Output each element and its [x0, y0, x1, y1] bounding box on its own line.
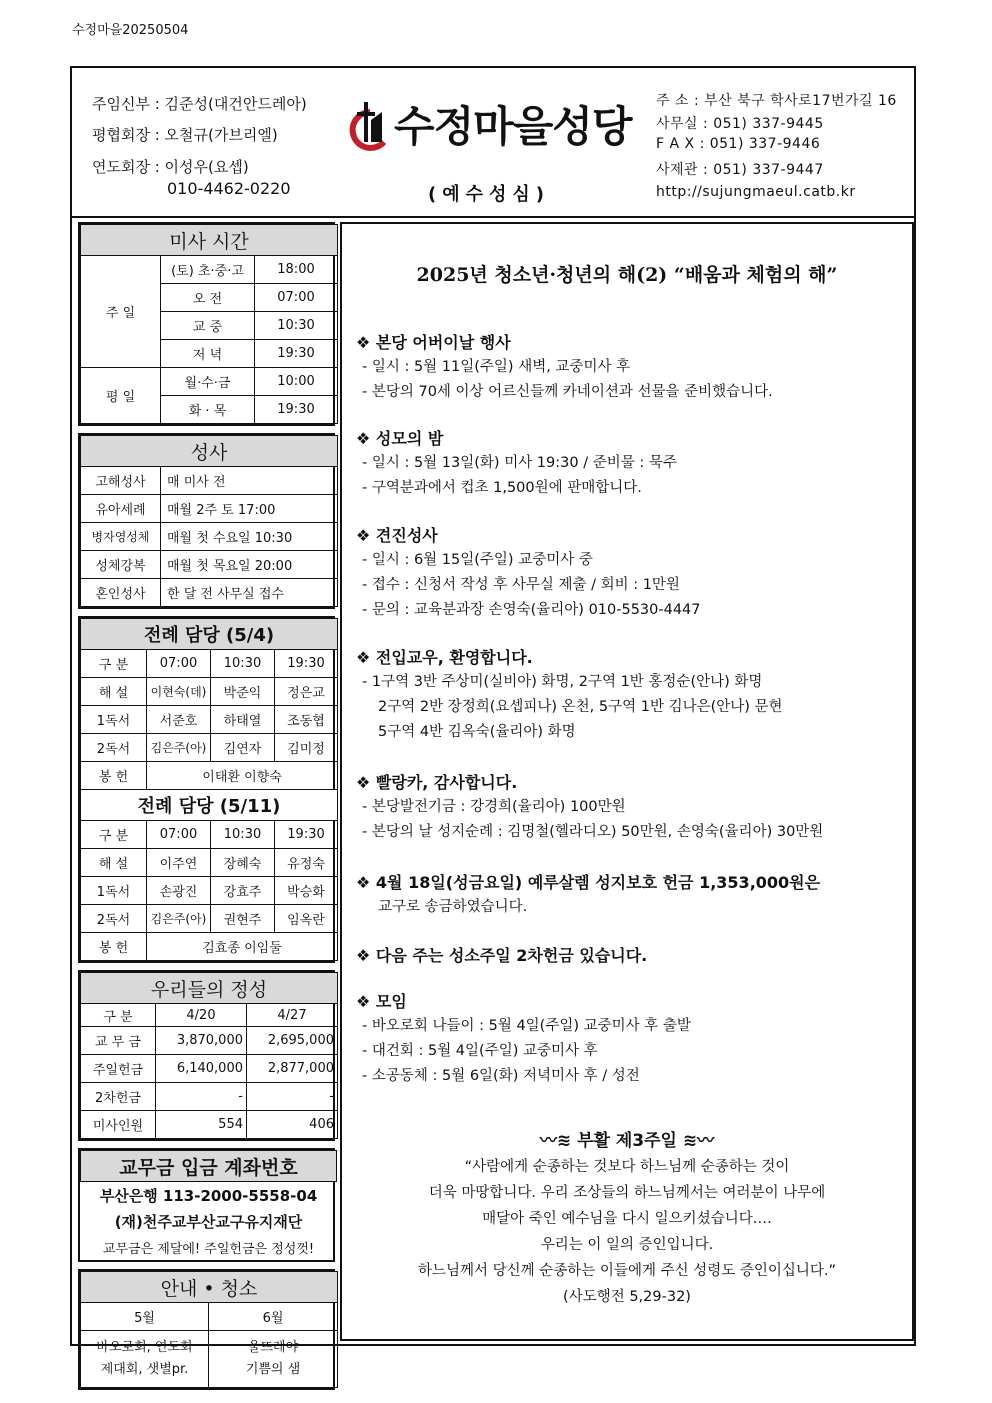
liturgy-cell: 정은교	[275, 678, 338, 706]
liturgy-cell: 2독서	[81, 734, 147, 762]
mass-time: 19:30	[255, 396, 338, 424]
liturgy1-title: 전례 담당 (5/4)	[81, 619, 338, 650]
liturgy-offering: 이태환 이향숙	[147, 762, 338, 790]
offering-head: 4/20	[156, 1004, 247, 1027]
mass-time: 18:00	[255, 256, 338, 284]
offering-value: 406	[247, 1111, 338, 1139]
cleaning-may: 바오로회, 연도회	[96, 1340, 193, 1355]
offering-label: 교 무 금	[81, 1027, 156, 1055]
liturgy-cell: 봉 헌	[81, 762, 147, 790]
liturgy-cell: 조동협	[275, 706, 338, 734]
fax: F A X : 051) 337-9446	[656, 136, 821, 152]
sacraments-table	[78, 433, 335, 609]
motto: (예수성심)	[428, 184, 551, 205]
notice-line: - 1구역 3반 주상미(실비아) 화명, 2구역 1반 홍정순(안나) 화명	[362, 674, 763, 690]
offering-label: 2차헌금	[81, 1083, 156, 1111]
offering-head: 4/27	[247, 1004, 338, 1027]
youth-president: 연도회장 : 이성우(요셉)	[92, 158, 249, 176]
offering-value: 2,877,000	[247, 1055, 338, 1083]
notice-line: 2구역 2반 장정희(요셉피나) 온천, 5구역 1반 김나은(안나) 문현	[378, 699, 783, 715]
liturgy-cell: 1독서	[81, 877, 147, 905]
cleaning-head: 5월	[81, 1303, 209, 1331]
ornament-right-icon: ≋〰	[682, 1131, 715, 1151]
notice-heading: ❖ 4월 18일(성금요일) 예루살렘 성지보호 헌금 1,353,000원은	[356, 873, 821, 892]
offerings-table	[78, 970, 335, 1141]
liturgy-cell: 김은주(아)	[147, 905, 211, 933]
notice-heading: ❖ 견진성사	[356, 526, 438, 545]
liturgy-cell: 손광진	[147, 877, 211, 905]
sacrament-info: 한 달 전 사무실 접수	[161, 579, 338, 607]
liturgy-cell: 박준익	[211, 678, 275, 706]
sacrament-info: 매월 2주 토 17:00	[161, 495, 338, 523]
cleaning-title: 안내 • 청소	[81, 1272, 338, 1303]
bulletin-frame	[70, 66, 916, 1377]
liturgy-cell: 임옥란	[275, 905, 338, 933]
notice-section	[356, 989, 691, 1089]
offering-label: 주일헌금	[81, 1055, 156, 1083]
liturgy-cell: 이현숙(데)	[147, 678, 211, 706]
liturgy-cell: 이주연	[147, 849, 211, 877]
header	[72, 68, 914, 218]
notice-line: - 본당발전기금 : 강경희(율리아) 100만원	[362, 799, 626, 815]
sacraments-title: 성사	[81, 436, 338, 467]
main-title: 2025년 청소년·청년의 해(2) “배움과 체험의 해”	[416, 264, 838, 286]
notice-section	[356, 870, 820, 920]
notice-line: - 바오로회 나들이 : 5월 4일(주일) 교중미사 후 출발	[362, 1018, 691, 1034]
offering-label: 미사인원	[81, 1111, 156, 1139]
gospel-line: 하느님께서 당신께 순종하는 이들에게 주신 성령도 증인이십니다.”	[418, 1263, 836, 1279]
left-column	[78, 222, 335, 1397]
liturgy-cell: 권현주	[211, 905, 275, 933]
notice-line: - 문의 : 교육분과장 손영숙(율리아) 010-5530-4447	[362, 602, 701, 618]
office-phone: 사무실 : 051) 337-9445	[656, 116, 824, 132]
gospel-line: 매달아 죽인 예수님을 다시 일으키셨습니다.…	[482, 1211, 772, 1227]
offering-value: -	[247, 1083, 338, 1111]
cleaning-june: 울뜨레야	[247, 1340, 299, 1355]
main-content	[340, 222, 914, 1341]
offering-value: 6,140,000	[156, 1055, 247, 1083]
cleaning-may: 제대회, 샛별pr.	[100, 1362, 189, 1377]
mass-time: 10:00	[255, 368, 338, 396]
notice-heading: ❖ 모임	[356, 992, 407, 1011]
mass-label: 교 중	[161, 312, 255, 340]
liturgy-head: 10:30	[211, 821, 275, 849]
notice-section	[356, 645, 783, 745]
notice-heading: ❖ 전입교우, 환영합니다.	[356, 648, 533, 667]
offering-value: 2,695,000	[247, 1027, 338, 1055]
offering-value: 554	[156, 1111, 247, 1139]
council-president: 평협회장 : 오철규(가브리엘)	[92, 126, 278, 144]
cleaning-head: 6월	[209, 1303, 338, 1331]
mass-time: 10:30	[255, 312, 338, 340]
mass-time: 07:00	[255, 284, 338, 312]
notice-section	[356, 943, 647, 968]
offering-head: 구 분	[81, 1004, 156, 1027]
ornament-left-icon: 〰≋	[539, 1131, 572, 1151]
notice-line: - 본당의 날 성지순례 : 김명철(헬라디오) 50만원, 손영숙(율리아) 30만원	[362, 824, 824, 840]
liturgy-cell: 강효주	[211, 877, 275, 905]
liturgy-head: 07:00	[147, 821, 211, 849]
gospel-line: (사도행전 5,29-32)	[563, 1289, 691, 1305]
rectory-phone: 사제관 : 051) 337-9447	[656, 162, 824, 178]
liturgy-head: 19:30	[275, 650, 338, 678]
pastor: 주임신부 : 김준성(대건안드레아)	[92, 95, 307, 113]
account-box	[78, 1148, 335, 1262]
notice-heading: ❖ 본당 어버이날 행사	[356, 333, 511, 352]
notice-line: - 일시 : 5월 11일(주일) 새벽, 교중미사 후	[362, 359, 631, 375]
mass-label: 화 · 목	[161, 396, 255, 424]
notice-section	[356, 770, 823, 845]
liturgy-offering: 김효종 이임둘	[147, 933, 338, 961]
offerings-title: 우리들의 정성	[81, 973, 338, 1004]
sacrament-name: 유아세례	[81, 495, 161, 523]
notice-heading: ❖ 성모의 밤	[356, 429, 444, 448]
sunday-label: 주 일	[81, 256, 161, 368]
cleaning-table	[78, 1269, 335, 1390]
youth-phone: 010-4462-0220	[167, 179, 291, 198]
notice-heading: ❖ 빨랑카, 감사합니다.	[356, 773, 518, 792]
weekday-label: 평 일	[81, 368, 161, 424]
notice-section	[356, 330, 773, 405]
liturgy-cell: 하태열	[211, 706, 275, 734]
gospel-box	[342, 1128, 912, 1310]
gospel-title-text: 부활 제3주일	[577, 1131, 677, 1151]
parish-name: 수정마을성당	[394, 102, 632, 151]
notice-section	[356, 426, 677, 501]
account-title: 교무금 입금 계좌번호	[81, 1151, 337, 1182]
notice-line: - 일시 : 6월 15일(주일) 교중미사 중	[362, 552, 593, 568]
liturgy-cell: 서준호	[147, 706, 211, 734]
account-bank: 부산은행 113-2000-5558-04	[99, 1186, 318, 1205]
liturgy-cell: 박승화	[275, 877, 338, 905]
liturgy2-title: 전례 담당 (5/11)	[81, 790, 338, 821]
gospel-line: “사람에게 순종하는 것보다 하느님께 순종하는 것이	[464, 1159, 790, 1175]
offering-value: 3,870,000	[156, 1027, 247, 1055]
liturgy-cell: 해 설	[81, 678, 147, 706]
account-note: 교무금은 제달에! 주일헌금은 정성껏!	[102, 1241, 315, 1257]
gospel-line: 우리는 이 일의 증인입니다.	[540, 1237, 714, 1253]
liturgy-cell: 1독서	[81, 706, 147, 734]
mass-label: (토) 초·중·고	[161, 256, 255, 284]
notice-line: - 대건회 : 5월 4일(주일) 교중미사 후	[362, 1043, 598, 1059]
notice-section	[356, 523, 701, 623]
liturgy-cell: 해 설	[81, 849, 147, 877]
cleaning-june: 기쁨의 샘	[245, 1362, 301, 1377]
notice-line: - 본당의 70세 이상 어르신들께 카네이션과 선물을 준비했습니다.	[362, 384, 773, 400]
sacrament-info: 매월 첫 수요일 10:30	[161, 523, 338, 551]
notice-line: - 접수 : 신청서 작성 후 사무실 제출 / 회비 : 1만원	[362, 577, 680, 593]
account-holder: (재)천주교부산교구유지재단	[114, 1212, 303, 1231]
sacrament-info: 매 미사 전	[161, 467, 338, 495]
liturgy-cell: 김미정	[275, 734, 338, 762]
sacrament-name: 고해성사	[81, 467, 161, 495]
mass-label: 저 녁	[161, 340, 255, 368]
parish-logo-icon	[344, 98, 394, 158]
liturgy-table	[78, 616, 335, 963]
address: 주 소 : 부산 북구 학사로17번가길 16	[656, 93, 897, 109]
mass-label: 월·수·금	[161, 368, 255, 396]
sacrament-name: 혼인성사	[81, 579, 161, 607]
mass-label: 오 전	[161, 284, 255, 312]
liturgy-cell: 2독서	[81, 905, 147, 933]
liturgy-head: 구 분	[81, 821, 147, 849]
notice-line: - 소공동체 : 5월 6일(화) 저녁미사 후 / 성전	[362, 1068, 640, 1084]
liturgy-cell: 장혜숙	[211, 849, 275, 877]
sacrament-info: 매월 첫 목요일 20:00	[161, 551, 338, 579]
liturgy-head: 구 분	[81, 650, 147, 678]
gospel-line: 더욱 마땅합니다. 우리 조상들의 하느님께서는 여러분이 나무에	[428, 1185, 826, 1201]
mass-times-table	[78, 222, 335, 426]
gospel-title	[342, 1128, 912, 1154]
liturgy-head: 07:00	[147, 650, 211, 678]
notice-line: - 일시 : 5월 13일(화) 미사 19:30 / 준비물 : 묵주	[362, 455, 677, 471]
liturgy-cell: 김연자	[211, 734, 275, 762]
document-id: 수정마을20250504	[72, 23, 189, 38]
liturgy-head: 10:30	[211, 650, 275, 678]
mass-time: 19:30	[255, 340, 338, 368]
sacrament-name: 성체강복	[81, 551, 161, 579]
liturgy-cell: 봉 헌	[81, 933, 147, 961]
notice-heading: ❖ 다음 주는 성소주일 2차헌금 있습니다.	[356, 946, 648, 965]
liturgy-cell: 김은주(아)	[147, 734, 211, 762]
mass-title: 미사 시간	[81, 225, 338, 256]
notice-line: 5구역 4반 김옥숙(율리아) 화명	[378, 724, 576, 740]
notice-line: - 구역분과에서 컵초 1,500원에 판매합니다.	[362, 480, 642, 496]
liturgy-head: 19:30	[275, 821, 338, 849]
offering-value: -	[156, 1083, 247, 1111]
notice-line: 교구로 송금하였습니다.	[378, 899, 528, 915]
liturgy-cell: 유정숙	[275, 849, 338, 877]
website-link[interactable]: http://sujungmaeul.catb.kr	[656, 184, 856, 200]
sacrament-name: 병자영성체	[81, 523, 161, 551]
